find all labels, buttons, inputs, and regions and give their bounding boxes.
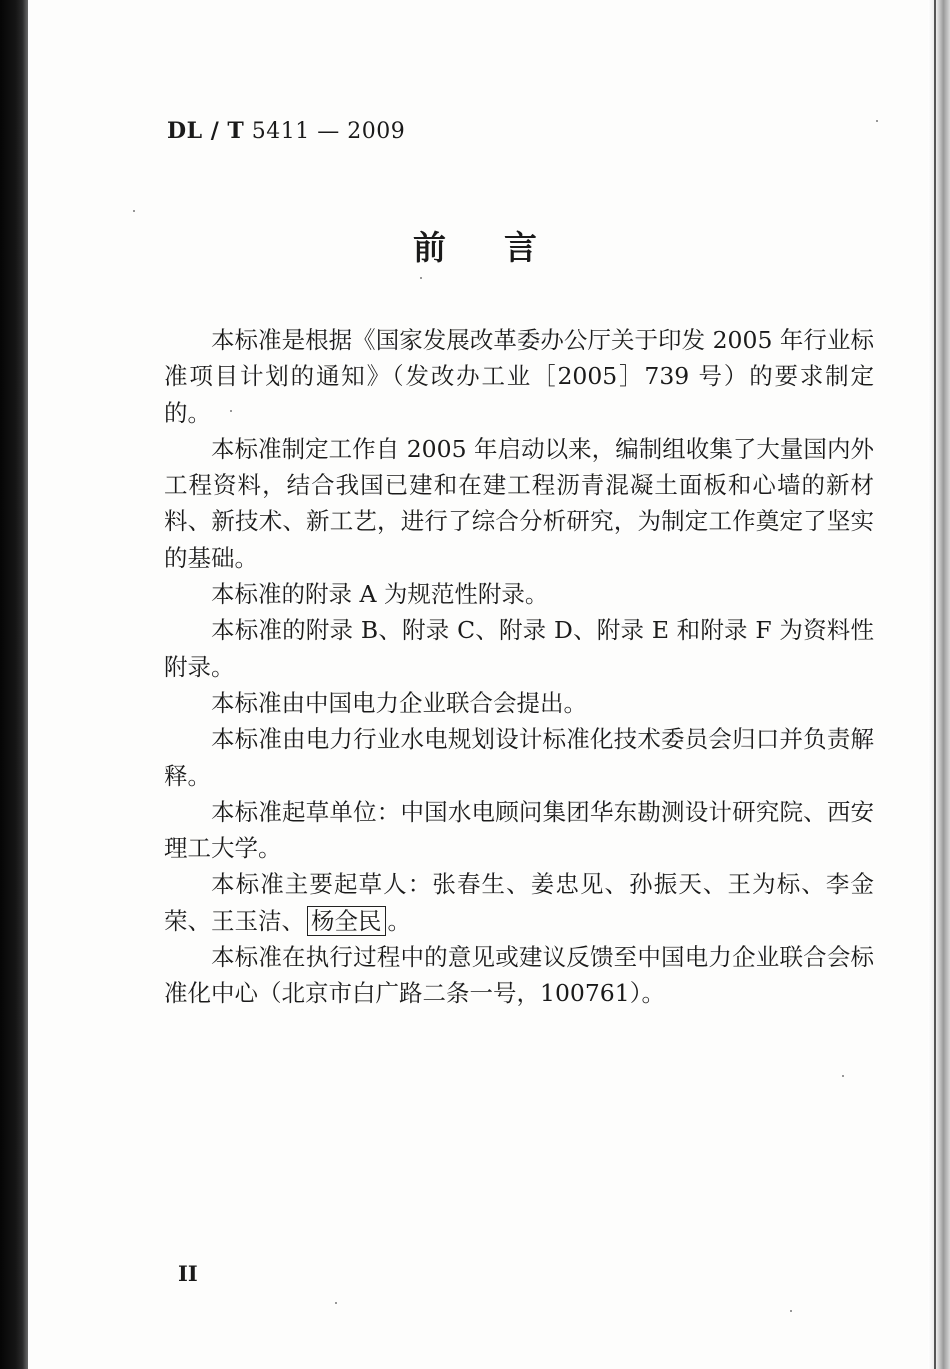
standard-code (167, 118, 405, 144)
scan-speck (230, 410, 232, 412)
scan-speck (335, 1302, 337, 1304)
scan-speck (420, 277, 422, 279)
foreword-body (164, 322, 874, 1012)
paragraph-proposer: 本标准由中国电力企业联合会提出。 (211, 688, 587, 717)
paragraph-work-process: 本标准制定工作自 2005 年启动以来，编制组收集了大量国内外工程资料，结合我国已建和在建工程沥青混凝土面板和心墙的新材料、新技术、新工艺，进行了综合分析研究，为制定工作奠定了坚实的基础。 (164, 434, 874, 572)
drafters-end: 。 (387, 906, 411, 935)
paragraph-basis: 本标准是根据《国家发展改革委办公厅关于印发 2005 年行业标准项目计划的通知》（发改办工业［2005］739 号）的要求制定的。 (164, 326, 874, 427)
book-spine-shadow (0, 0, 28, 1369)
page-title: 前言 (413, 228, 595, 267)
scan-speck (876, 120, 878, 122)
paragraph-normative-appendix: 本标准的附录 A 为规范性附录。 (211, 580, 549, 609)
page-right-edge (928, 0, 950, 1369)
boxed-drafter-name: 杨全民 (307, 906, 386, 936)
paragraph-informative-appendices: 本标准的附录 B、附录 C、附录 D、附录 E 和附录 F 为资料性附录。 (164, 616, 874, 681)
paragraph-drafters (164, 866, 874, 939)
paragraph-feedback: 本标准在执行过程中的意见或建议反馈至中国电力企业联合会标准化中心（北京市白广路二条一号，100761）。 (164, 943, 874, 1008)
paragraph-drafting-units: 本标准起草单位：中国水电顾问集团华东勘测设计研究院、西安理工大学。 (164, 797, 874, 863)
scan-speck (842, 1075, 844, 1077)
page-edge-line (934, 0, 936, 1369)
standard-code-number: 5411 — 2009 (251, 119, 406, 144)
scan-speck (133, 210, 135, 212)
page-number: II (178, 1261, 198, 1286)
standard-code-prefix: DL / T (167, 118, 245, 144)
scan-speck (790, 1310, 792, 1312)
paragraph-responsible-committee: 本标准由电力行业水电规划设计标准化技术委员会归口并负责解释。 (164, 725, 874, 790)
drafters-list: 本标准主要起草人：张春生、姜忠见、孙振天、王为标、李金荣、王玉洁、 (164, 870, 874, 935)
